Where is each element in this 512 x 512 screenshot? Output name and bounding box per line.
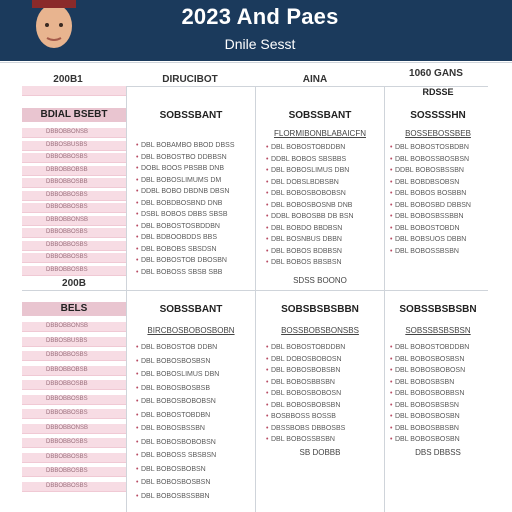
list-item	[266, 259, 342, 266]
list-item	[266, 167, 349, 174]
list-item	[390, 144, 469, 151]
bullet-icon: •	[136, 211, 139, 218]
bullet-icon: •	[136, 222, 139, 230]
list-item-text: DBL BOBOBS SBSDSN	[141, 245, 217, 253]
left-row	[22, 409, 126, 419]
list-item-text: DBL BOBOSLIMUS DBN	[141, 371, 220, 378]
list-item-text: DBL BOBOSBOBSBN	[271, 401, 341, 409]
left-row-text: DBBOBBOSBS	[46, 352, 88, 358]
list-item-text: DBL BOBOSBSSBBN	[141, 492, 210, 500]
list-item	[266, 413, 336, 420]
bullet-icon: •	[390, 155, 393, 163]
list-item-text: DBL BOBOSBOBOBSN	[271, 190, 346, 197]
list-item-text: DBL BOBOSTOBDDBN	[271, 344, 346, 351]
list-item	[390, 367, 465, 374]
panel-footer: DBS DBBSS	[415, 448, 461, 457]
left-row	[22, 228, 126, 238]
bullet-icon: •	[266, 401, 269, 409]
bullet-icon: •	[136, 371, 139, 378]
panel-title: SOBSSBANT	[159, 110, 223, 121]
bullet-icon: •	[390, 378, 393, 386]
bullet-icon: •	[266, 155, 269, 163]
bullet-icon: •	[266, 224, 269, 232]
list-item-text: DBL BOBOSBOSBN	[395, 413, 460, 420]
list-item	[390, 190, 466, 197]
bullet-icon: •	[136, 165, 139, 172]
list-item-text: DBL BOBOSBOBSN	[141, 465, 206, 473]
list-item	[266, 367, 340, 374]
left-row-text: DBBOBBOSBS	[46, 482, 88, 489]
section-label: BELS	[22, 302, 126, 316]
left-row	[22, 253, 126, 263]
column-header-3: AINA	[302, 74, 328, 85]
bullet-icon: •	[136, 142, 139, 149]
bullet-icon: •	[266, 167, 269, 174]
list-item-text: DBL BOBOSBOSBSN	[141, 357, 211, 365]
panel-title: SOBSBSBSBBN	[281, 304, 359, 315]
list-item	[136, 188, 229, 195]
list-item	[136, 398, 216, 405]
header-bar	[0, 0, 512, 61]
list-item	[266, 425, 345, 432]
list-item-text: DBL BOBOSBBSBN	[271, 378, 335, 386]
list-item-text: DOBL BOOS PBSBB DNB	[141, 165, 224, 172]
bullet-icon: •	[136, 153, 139, 161]
left-row	[22, 266, 126, 276]
list-item-text: DBL BOBOSTOBDDBN	[395, 344, 470, 351]
list-item	[390, 344, 469, 351]
left-row	[22, 453, 126, 463]
section-label: BDIAL BSEBT	[22, 108, 126, 122]
list-item	[136, 257, 227, 264]
left-row-text: DBBOBBOSBS	[46, 410, 88, 416]
bullet-icon: •	[390, 436, 393, 443]
list-item	[136, 344, 217, 351]
panel-subtitle: BOSSEBOSSBEB	[405, 129, 471, 138]
column-header-4: 1060 GANS	[409, 68, 463, 79]
bullet-icon: •	[136, 479, 139, 486]
left-row-text: DBBOBBOSBS	[46, 229, 88, 235]
list-item-text: DBSSBOBS DBBOSBS	[271, 424, 346, 432]
list-item	[266, 344, 345, 351]
bullet-icon: •	[266, 367, 269, 374]
list-item-text: DBL BOBOS BDBBSN	[271, 247, 342, 255]
panel-title: SOSSSSHN	[410, 110, 466, 121]
list-item-text: DBL BOBOSTOSBDBN	[395, 144, 469, 151]
panel-title: SOBSSBSBSBN	[399, 304, 477, 315]
bullet-icon: •	[266, 390, 269, 397]
panel-subtitle: SOBSSBSBSBSN	[405, 326, 471, 335]
list-item	[390, 167, 464, 174]
bullet-icon: •	[266, 436, 269, 443]
left-row-text: DBBOBBONSB	[46, 323, 89, 329]
divider	[255, 86, 256, 512]
list-item-text: DBL BOBOSTOSBDDBN	[141, 222, 220, 230]
bullet-icon: •	[136, 188, 139, 195]
list-item	[136, 358, 210, 365]
list-item-text: DBL BOBOSBOBOSN	[395, 367, 466, 374]
list-item-text: DBL BOBOSBOSBSN	[141, 479, 211, 486]
list-item	[266, 248, 342, 255]
left-row-text: DBBOBBONSB	[46, 129, 89, 135]
avatar	[30, 0, 78, 52]
list-item-text: DBL BOBOSSBSBN	[271, 436, 335, 443]
list-item-text: DBL BOBOSTOBDN	[395, 224, 460, 232]
left-row	[22, 216, 126, 226]
bullet-icon: •	[136, 452, 139, 459]
list-item	[390, 248, 459, 255]
left-row-text: DBBOBBOSBB	[46, 179, 88, 185]
bullet-icon: •	[390, 247, 393, 255]
left-row-text: DBBOBBOSBS	[46, 439, 88, 445]
bullet-icon: •	[136, 357, 139, 365]
left-row	[22, 322, 126, 332]
list-item-text: DBL BOBOSLIMUS DBN	[271, 167, 350, 174]
list-item-text: DBL BOBOSBSSBBN	[395, 213, 464, 220]
list-item	[266, 156, 346, 163]
left-row-text: DBBOBBOSBS	[46, 453, 88, 460]
list-item	[390, 379, 454, 386]
list-item-text: DBL BDBOOBDDS BBS	[141, 234, 217, 241]
left-column-section-2	[22, 278, 126, 512]
bullet-icon: •	[390, 367, 393, 374]
left-row-text: DBBOSBUSBS	[46, 141, 88, 148]
bullet-icon: •	[266, 201, 269, 209]
left-row	[22, 395, 126, 405]
divider	[0, 62, 512, 63]
left-row-text: DBBOBBOSBS	[46, 266, 88, 273]
list-item-text: DBL BOBOSBBSBN	[395, 424, 459, 432]
bullet-icon: •	[266, 236, 269, 243]
left-row	[22, 153, 126, 163]
list-item	[136, 371, 219, 378]
left-row	[22, 241, 126, 251]
list-item-text: DBL BOBOSBOSNB DNB	[271, 201, 353, 209]
list-item	[390, 202, 471, 209]
bullet-icon: •	[266, 344, 269, 351]
panel-footer: SDSS BOONO	[293, 276, 347, 285]
list-item-text: DBL BOBOSTOB DDBN	[141, 344, 218, 351]
list-item	[266, 202, 352, 209]
left-row	[22, 337, 126, 347]
panel-subtitle: BOSSBOBSBONSBS	[281, 326, 359, 335]
list-item	[266, 225, 342, 232]
bullet-icon: •	[390, 344, 393, 351]
list-item-text: DBL BOBOSBOSBSB	[141, 384, 210, 392]
list-item	[266, 144, 345, 151]
list-item	[390, 156, 469, 163]
list-item-text: BOSBBOSS BOSSB	[271, 413, 336, 420]
list-item	[136, 246, 217, 253]
bullet-icon: •	[136, 438, 139, 446]
left-row	[22, 166, 126, 176]
bullet-icon: •	[266, 144, 269, 151]
list-item-text: DBL BOBOSSBSBN	[395, 247, 459, 255]
list-item	[266, 402, 340, 409]
bullet-icon: •	[390, 390, 393, 397]
page-title: 2023 And Paes	[181, 4, 339, 29]
bullet-icon: •	[266, 178, 269, 186]
list-item-text: DBL BOBOSTOBDBN	[141, 411, 211, 419]
list-item	[266, 213, 354, 220]
left-row-text: DBBOBBOSBB	[46, 381, 88, 387]
list-item	[136, 200, 222, 207]
list-item	[390, 425, 459, 432]
bullet-icon: •	[266, 413, 269, 420]
list-item-text: DBL BOBOSTBO DDBBSN	[141, 153, 227, 161]
list-item-text: DBL BOBDBSOBSN	[395, 178, 460, 186]
panel-label: RDSSE	[422, 87, 454, 97]
panel-subtitle: FLORMIBONBLABAICFN	[273, 129, 366, 138]
panel-s1-a	[130, 86, 252, 286]
panel-s2-c	[386, 290, 490, 512]
list-item-text: DBL BOBOSBOBBSN	[395, 390, 465, 397]
bullet-icon: •	[136, 268, 139, 276]
list-item	[136, 223, 220, 230]
bullet-icon: •	[266, 424, 269, 432]
bullet-icon: •	[266, 259, 269, 266]
left-row	[22, 467, 126, 477]
bullet-icon: •	[136, 398, 139, 405]
left-row-text: DBBOBBOSBS	[46, 241, 88, 248]
list-item	[266, 190, 346, 197]
list-item	[266, 390, 341, 397]
left-row	[22, 141, 126, 151]
bullet-icon: •	[390, 236, 393, 243]
bullet-icon: •	[390, 144, 393, 151]
bullet-icon: •	[390, 424, 393, 432]
left-row-text: DBBOBBONSB	[46, 216, 89, 223]
list-item-text: DBL BOBOSTOB DBOSBN	[141, 257, 227, 264]
list-item	[136, 479, 210, 486]
left-row	[22, 424, 126, 434]
avatar-face-icon	[30, 0, 78, 52]
bullet-icon: •	[136, 492, 139, 500]
list-item-text: DBL BOBOSBD DBBSN	[395, 201, 471, 209]
bullet-icon: •	[390, 213, 393, 220]
stripe	[22, 86, 126, 96]
list-item	[136, 154, 227, 161]
list-item	[390, 390, 464, 397]
bullet-icon: •	[266, 378, 269, 386]
panel-s1-b	[258, 86, 382, 286]
panel-title: SOBSSBANT	[288, 110, 352, 121]
left-row	[22, 351, 126, 361]
left-row	[22, 366, 126, 376]
list-item-text: DBL BOBOSBSBSN	[395, 401, 459, 409]
list-item	[390, 213, 464, 220]
bullet-icon: •	[136, 465, 139, 473]
list-item	[390, 402, 459, 409]
list-item-text: DDBL BOBOSBB DB BSN	[271, 213, 354, 220]
list-item-text: DBL BOBOS BBSBSN	[271, 259, 342, 266]
list-item-text: DBL BOBOSBOBSBN	[271, 367, 341, 374]
left-row-text: DBBOBBOSBS	[46, 204, 88, 210]
bullet-icon: •	[136, 199, 139, 207]
list-item	[136, 177, 221, 184]
left-row	[22, 438, 126, 448]
list-item	[136, 466, 206, 473]
left-row-text: DBBOBBOSBS	[46, 191, 88, 198]
list-item	[266, 379, 335, 386]
list-item	[136, 234, 217, 241]
bullet-icon: •	[390, 178, 393, 186]
left-row-text: DBBOBBOSBS	[46, 154, 88, 160]
bullet-icon: •	[390, 355, 393, 363]
left-row-text: DBBOBBOBSB	[46, 366, 88, 373]
list-item-text: DBL BOBOSBOSBN	[395, 436, 460, 443]
list-item-text: DBL BOSNBUS DBBN	[271, 236, 342, 243]
left-row	[22, 178, 126, 188]
list-item-text: DSBL BOBOS DBBS SBSB	[141, 211, 228, 218]
list-item-text: DBL BOBOSTOBDDBN	[271, 144, 346, 151]
list-item	[136, 269, 222, 276]
list-item-text: DBL BOBOSBSSBN	[141, 425, 205, 432]
list-item	[390, 356, 464, 363]
bullet-icon: •	[136, 245, 139, 253]
bullet-icon: •	[390, 201, 393, 209]
left-row	[22, 482, 126, 492]
left-row-text: DBBOBBONSB	[46, 424, 89, 431]
list-item-text: DBL DOBOSBOBOSN	[271, 355, 342, 363]
list-item	[266, 436, 335, 443]
bullet-icon: •	[266, 190, 269, 197]
list-item	[390, 236, 466, 243]
list-item-text: DBL DOBSLBDBSBN	[271, 178, 339, 186]
bullet-icon: •	[390, 413, 393, 420]
bullet-icon: •	[266, 213, 269, 220]
bullet-icon: •	[266, 247, 269, 255]
bullet-icon: •	[136, 411, 139, 419]
bullet-icon: •	[136, 425, 139, 432]
bullet-icon: •	[136, 384, 139, 392]
list-item-text: DBL BOBOSBOBOBSN	[141, 438, 216, 446]
left-row-text: DBBOSBUSBS	[46, 337, 88, 344]
list-item-text: DDBL BOBOS SBSBBS	[271, 155, 347, 163]
bullet-icon: •	[266, 355, 269, 363]
list-item-text: DBL BOBOSBOBOSN	[271, 390, 342, 397]
section-head: 200B	[62, 278, 86, 289]
list-item-text: DBL BOBOSBOSBSN	[395, 355, 465, 363]
list-item	[136, 142, 235, 149]
bullet-icon: •	[390, 401, 393, 409]
list-item	[266, 236, 342, 243]
list-item-text: DBL BOBDBOSBND DNB	[141, 199, 223, 207]
list-item-text: DDBL BOBO DBDNB DBSN	[141, 188, 230, 195]
list-item	[266, 179, 339, 186]
bullet-icon: •	[136, 234, 139, 241]
left-row-text: DBBOBBOSBS	[46, 395, 88, 402]
list-item	[136, 439, 216, 446]
divider	[384, 86, 385, 512]
panel-title: SOBSSBANT	[159, 304, 223, 315]
list-item	[136, 165, 224, 172]
panel-s2-a	[130, 290, 252, 512]
panel-s2-b	[258, 290, 382, 512]
left-row-text: DBBOBBOSBS	[46, 254, 88, 260]
list-item	[390, 413, 460, 420]
list-item	[136, 211, 228, 218]
panel-footer: SB DOBBB	[299, 448, 341, 457]
list-item	[136, 412, 210, 419]
list-item	[136, 385, 210, 392]
left-column-section-1	[22, 86, 126, 286]
list-item-text: DBL BOBAMBO BBOD DBSS	[141, 142, 235, 149]
bullet-icon: •	[136, 176, 139, 184]
bullet-icon: •	[136, 257, 139, 264]
panel-subtitle: BIRCBOSBOBOSBOBN	[147, 326, 235, 335]
bullet-icon: •	[390, 167, 393, 174]
list-item-text: DBL BOBOSSBOSBSN	[395, 155, 470, 163]
left-row-text: DBBOBBOBSB	[46, 166, 88, 173]
bullet-icon: •	[136, 344, 139, 351]
list-item-text: DBL BOBOS BOSBBN	[395, 190, 467, 197]
list-item-text: DBL BOBOSBOBOBSN	[141, 398, 216, 405]
list-item-text: DBL BOBDO BBDBSN	[271, 224, 343, 232]
list-item-text: DDBL BOBOSBSSBN	[395, 167, 464, 174]
bullet-icon: •	[390, 224, 393, 232]
list-item-text: DBL BOBSUOS DBBN	[395, 236, 467, 243]
panel-s1-c	[386, 86, 490, 286]
list-item	[390, 225, 460, 232]
list-item	[136, 425, 205, 432]
list-item	[266, 356, 342, 363]
list-item-text: DBL BOBOSLIMUMS DM	[141, 176, 222, 184]
column-header-2: DIRUCIBOT	[162, 74, 218, 85]
list-item-text: DBL BOBOSS SBSB SBB	[141, 268, 223, 276]
column-header-1: 200B1	[53, 74, 83, 85]
list-item	[136, 493, 210, 500]
left-row-text: DBBOBBOSBS	[46, 468, 88, 474]
left-row	[22, 380, 126, 390]
left-row	[22, 191, 126, 201]
divider	[126, 86, 127, 512]
left-row	[22, 128, 126, 138]
left-row	[22, 203, 126, 213]
bullet-icon: •	[390, 190, 393, 197]
list-item	[390, 436, 460, 443]
page-subtitle: Dnile Sesst	[224, 36, 296, 52]
list-item-text: DBL BOBOSBSBN	[395, 378, 455, 386]
list-item	[390, 179, 459, 186]
list-item	[136, 452, 216, 459]
list-item-text: DBL BOBOSS SBSBSN	[141, 452, 217, 459]
